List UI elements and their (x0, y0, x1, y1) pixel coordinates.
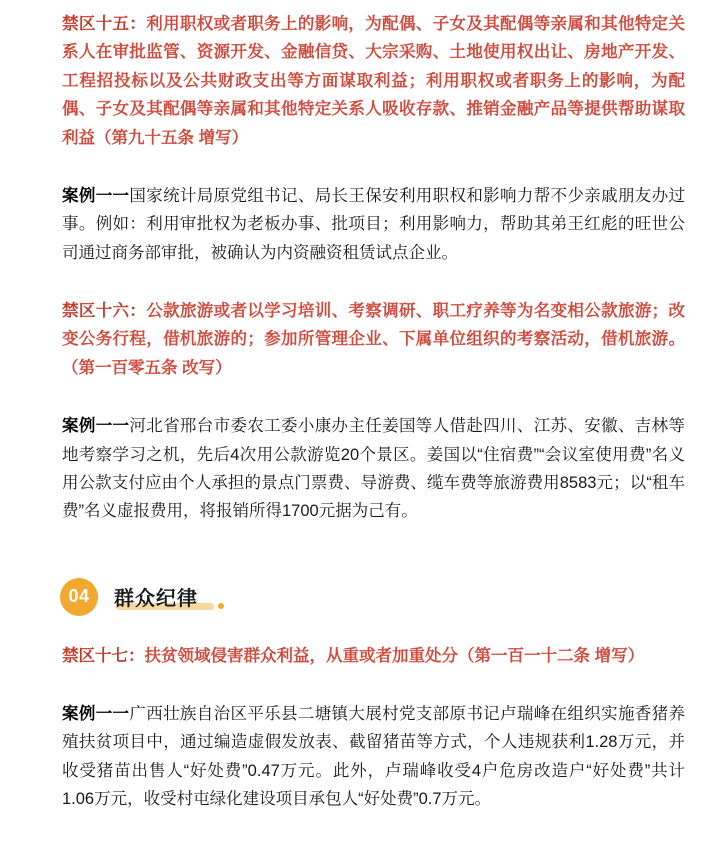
case-17-label: 案例一一 (62, 705, 130, 723)
forbidden-zone-16-label: 禁区十六： (62, 302, 147, 320)
spacer (42, 684, 685, 700)
spacer (42, 540, 685, 570)
forbidden-zone-15-paragraph (42, 10, 685, 152)
forbidden-zone-16-text: 公款旅游或者以学习培训、考察调研、职工疗养等为名变相公款旅游；改变公务行程，借机旅游的；参加所管理企业、下属单位组织的考察活动，借机旅游。（第一百零五条 改写） (62, 302, 686, 377)
case-16-text: 河北省邢台市委农工委小康办主任姜国等人借赴四川、江苏、安徽、吉林等地考察学习之机，先后4次用公款游览20个景区。姜国以“住宿费”“会议室使用费”名义用公款支付应由个人承担的景点门票费、导游费、缆车费等旅游费用8583元；以“租车费”名义虚报费用，将报销所得1700元据为己有。 (62, 417, 686, 521)
case-17-text: 广西壮族自治区平乐县二塘镇大展村党支部原书记卢瑞峰在组织实施香猪养殖扶贫项目中，通过编造虚假发放表、截留猪苗等方式，个人违规获利1.28万元，并收受猪苗出售人“好处费”0.47万元。此外，卢瑞峰收受4户危房改造户“好处费”共计1.06万元，收受村屯绿化建设项目承包人“好处费”0.7万元。 (62, 705, 686, 809)
section-title-dot-icon (218, 603, 224, 609)
forbidden-zone-17-paragraph (42, 642, 685, 670)
section-header-04 (42, 578, 685, 616)
case-15-paragraph (42, 182, 685, 267)
spacer (42, 396, 685, 412)
forbidden-zone-17-label: 禁区十七： (62, 646, 145, 665)
spacer (42, 281, 685, 297)
section-title-wrapper (114, 582, 198, 611)
case-15-text: 国家统计局原党组书记、局长王保安利用职权和影响力帮不少亲戚朋友办过事。例如：利用审批权为老板办事、批项目；利用影响力，帮助其弟王红彪的旺世公司通过商务部审批，被确认为内资融资租赁试点企业。 (62, 186, 686, 262)
forbidden-zone-15-label: 禁区十五： (62, 15, 147, 33)
section-title: 群众纪律 (114, 588, 198, 611)
case-17-paragraph (42, 700, 685, 814)
spacer (42, 166, 685, 182)
forbidden-zone-15-text: 利用职权或者职务上的影响，为配偶、子女及其配偶等亲属和其他特定关系人在审批监管、资源开发、金融信贷、大宗采购、土地使用权出让、房地产开发、工程招投标以及公共财政支出等方面谋取利益；利用职权或者职务上的影响，为配偶、子女及其配偶等亲属和其他特定关系人吸收存款、推销金融产品等提供帮助谋取利益（第九十五条 增写） (62, 15, 686, 147)
forbidden-zone-17-text: 扶贫领域侵害群众利益，从重或者加重处分（第一百一十二条 增写） (144, 646, 645, 665)
case-15-label: 案例一一 (62, 186, 130, 205)
case-16-paragraph (42, 412, 685, 526)
case-16-label: 案例一一 (62, 417, 130, 436)
section-number-badge: 04 (60, 578, 98, 616)
forbidden-zone-16-paragraph (42, 297, 685, 382)
